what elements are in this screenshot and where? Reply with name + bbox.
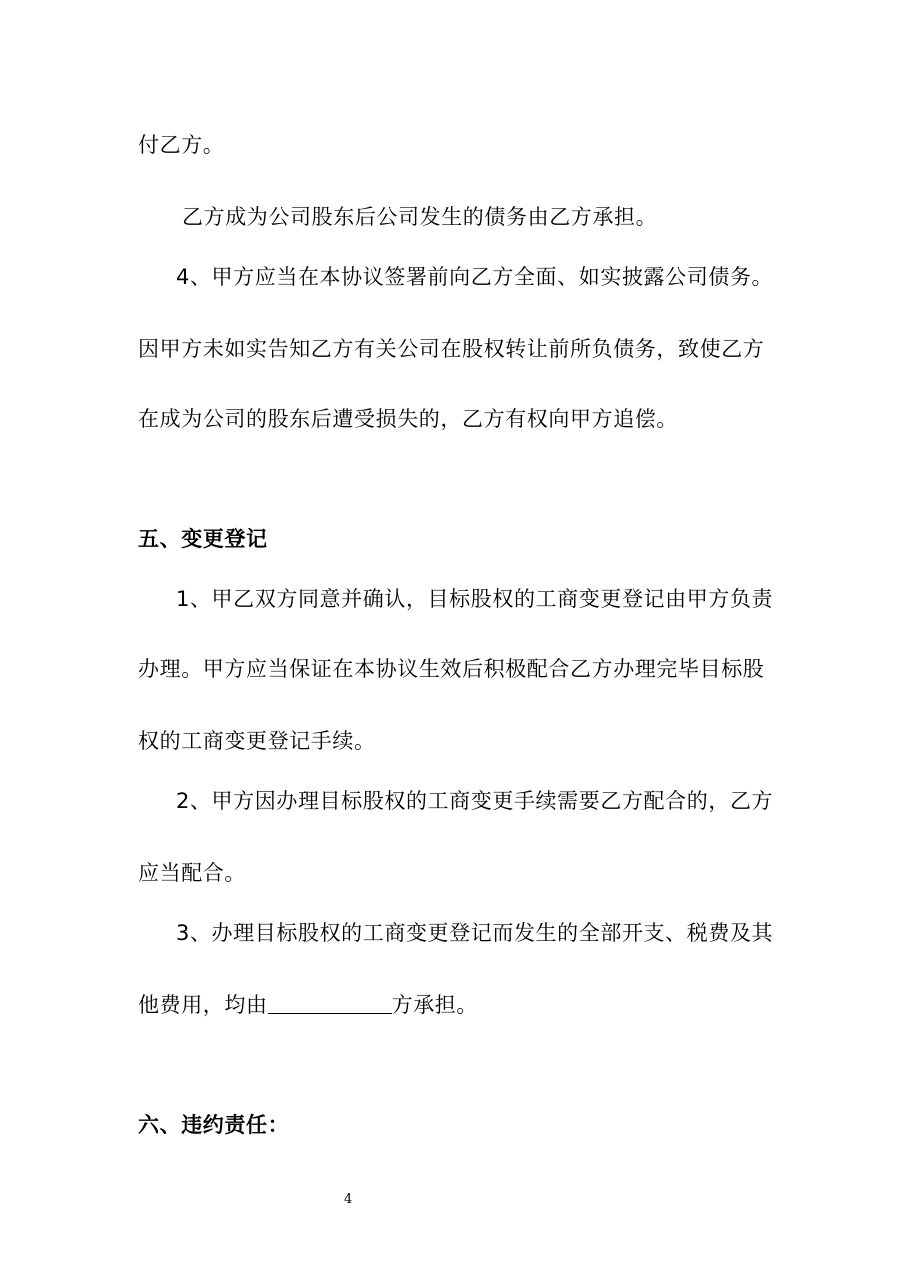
section-heading: 五、变更登记: [138, 527, 268, 551]
fill-in-blank[interactable]: [268, 993, 392, 1014]
paragraph-line-with-blank: [138, 992, 478, 1018]
paragraph-line: 在成为公司的股东后遭受损失的，乙方有权向甲方追偿。: [138, 407, 678, 431]
paragraph-line: 付乙方。: [138, 133, 225, 157]
section-heading: 六、违约责任：: [138, 1113, 290, 1137]
paragraph-line: 应当配合。: [138, 861, 246, 885]
paragraph-line: 权的工商变更登记手续。: [138, 729, 376, 753]
paragraph-line: 因甲方未如实告知乙方有关公司在股权转让前所负债务，致使乙方: [138, 337, 765, 361]
paragraph-line: 4、甲方应当在本协议签署前向乙方全面、如实披露公司债务。: [176, 265, 774, 289]
line-prefix: 他费用，均由: [138, 993, 268, 1017]
paragraph-line: 1、甲乙双方同意并确认，目标股权的工商变更登记由甲方负责: [176, 587, 774, 611]
paragraph-line: 3、办理目标股权的工商变更登记而发生的全部开支、税费及其: [176, 921, 774, 945]
paragraph-line: 乙方成为公司股东后公司发生的债务由乙方承担。: [182, 205, 658, 229]
line-suffix: 方承担。: [391, 993, 479, 1017]
paragraph-line: 办理。甲方应当保证在本协议生效后积极配合乙方办理完毕目标股: [138, 657, 765, 681]
paragraph-line: 2、甲方因办理目标股权的工商变更手续需要乙方配合的，乙方: [176, 789, 774, 813]
page-number: 4: [344, 1192, 353, 1207]
